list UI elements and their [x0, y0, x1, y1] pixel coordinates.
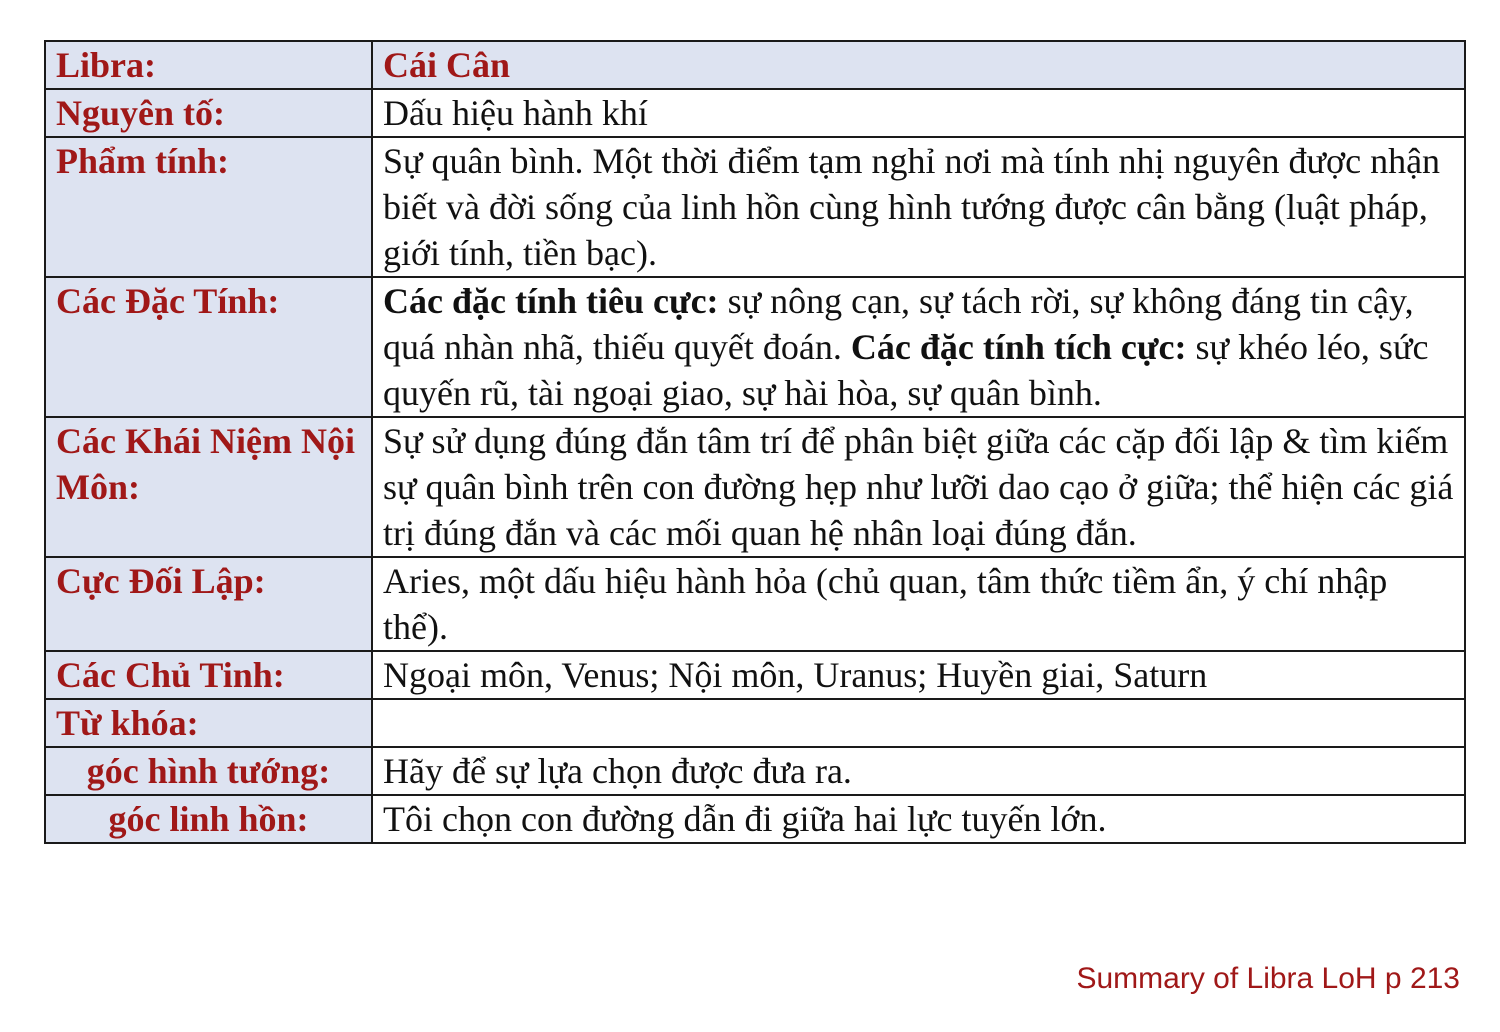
negative-traits-title: Các đặc tính tiêu cực:: [383, 281, 719, 321]
row-label: Cực Đối Lập:: [45, 557, 372, 651]
row-value: Sự quân bình. Một thời điểm tạm nghỉ nơi mà tính nhị nguyên được nhận biết và đời sống của linh hồn cùng hình tướng được cân bằng (luật pháp, giới tính, tiền bạc).: [372, 137, 1465, 277]
row-value: Tôi chọn con đường dẫn đi giữa hai lực tuyến lớn.: [372, 795, 1465, 843]
table-row: [45, 747, 1465, 795]
source-caption: Summary of Libra LoH p 213: [1076, 962, 1460, 995]
row-value: Cái Cân: [372, 41, 1465, 89]
table-row: [45, 277, 1465, 417]
row-label: Phẩm tính:: [45, 137, 372, 277]
row-label: Các Đặc Tính:: [45, 277, 372, 417]
row-value: Sự sử dụng đúng đắn tâm trí để phân biệt giữa các cặp đối lập & tìm kiếm sự quân bình trên con đường hẹp như lưỡi dao cạo ở giữa; thể hiện các giá trị đúng đắn và các mối quan hệ nhân loại đúng đắn.: [372, 417, 1465, 557]
table-row: [45, 699, 1465, 747]
row-label: góc linh hồn:: [45, 795, 372, 843]
table-row: [45, 651, 1465, 699]
row-value: Aries, một dấu hiệu hành hỏa (chủ quan, tâm thức tiềm ẩn, ý chí nhập thể).: [372, 557, 1465, 651]
row-label: Các Khái Niệm Nội Môn:: [45, 417, 372, 557]
table-row: [45, 89, 1465, 137]
row-value: [372, 699, 1465, 747]
table-row: [45, 417, 1465, 557]
row-value: Hãy để sự lựa chọn được đưa ra.: [372, 747, 1465, 795]
positive-traits-title: Các đặc tính tích cực:: [850, 327, 1187, 367]
row-label: Nguyên tố:: [45, 89, 372, 137]
table-row: [45, 137, 1465, 277]
positive-traits-text: sự khéo léo, sức quyến rũ, tài ngoại giao, sự hài hòa, sự quân bình.: [383, 327, 1429, 413]
table-row: [45, 557, 1465, 651]
row-label: góc hình tướng:: [45, 747, 372, 795]
row-value: [372, 277, 1465, 417]
table-row: [45, 41, 1465, 89]
row-label: Các Chủ Tinh:: [45, 651, 372, 699]
row-value: Dấu hiệu hành khí: [372, 89, 1465, 137]
libra-summary-table: [44, 40, 1466, 844]
table-row: [45, 795, 1465, 843]
row-value: Ngoại môn, Venus; Nội môn, Uranus; Huyền giai, Saturn: [372, 651, 1465, 699]
row-label: Từ khóa:: [45, 699, 372, 747]
negative-traits-text: sự nông cạn, sự tách rời, sự không đáng tin cậy, quá nhàn nhã, thiếu quyết đoán.: [383, 281, 1414, 367]
row-label: Libra:: [45, 41, 372, 89]
